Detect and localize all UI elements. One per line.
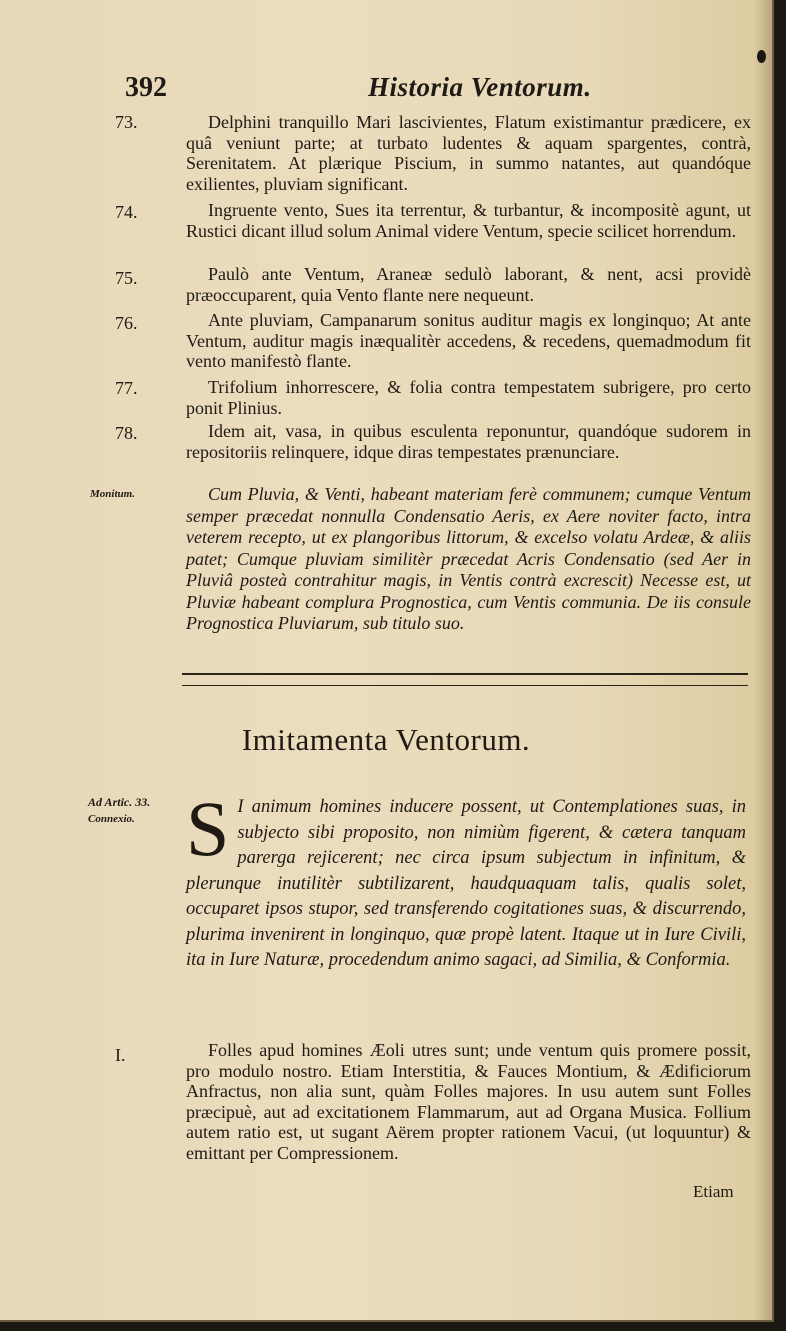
margin-label-connexio: Connexio. bbox=[88, 813, 135, 825]
page-number: 392 bbox=[125, 72, 167, 103]
page-edge-shadow bbox=[754, 0, 772, 1320]
drop-cap: S bbox=[186, 785, 230, 872]
item-text-77: Trifolium inhorrescere, & folia contra tempestatem subrigere, pro certo ponit Plinius. bbox=[186, 377, 751, 418]
section-intro-text: I animum homines inducere possent, ut Contemplationes suas, in subjecto sibi proposito, non nimiùm figerent, & cætera tanquam parerga rejicerent; nec circa ipsum subjectum in infinitum, & plerunque inutilitèr subtilizarent, haudquaquam talis, qualis solet, occuparet ipsos stupor, sed transferendo cogitationes suas, & discurrendo, plurima invenirent in longinquo, quæ propè latent. Itaque ut in Iure Civili, ita in Iure Naturæ, procedendum animo sagaci, ad Similia, & Conformia. bbox=[186, 797, 746, 970]
item-text-76: Ante pluviam, Campanarum sonitus auditur magis ex longinquo; At ante Ventum, auditur magis inæqualitèr accedens, & recedens, quemadmodum fit vento manifestò flante. bbox=[186, 310, 751, 371]
monitum-text: Cum Pluvia, & Venti, habeant materiam ferè communem; cumque Ventum semper præcedat nonnulla Condensatio Aeris, ex Aere noviter facto, intra veterem recepto, ut ex plangoribus littorum, & excelso volatu Ardeæ, & aliis patet; Cumque pluviam similitèr præcedat Acris Condensatio (sed Aer in Pluviâ posteà contrahitur magis, in Ventis contrà excrescit) Necesse est, ut Pluviæ habeant complura Prognostica, cum Ventis communia. De iis consule Prognostica Pluviarum, sub titulo suo. bbox=[186, 484, 751, 633]
item-text-1: Folles apud homines Æoli utres sunt; unde ventum quis promere possit, pro modulo nostro. Etiam Interstitia, & Fauces Montium, & Ædificiorum Anfractus, non alia sunt, quàm Folles majores. In usu autem sunt Folles præcipuè, aut ad excitationem Flammarum, aut ad Organa Musica. Follium autem ratio est, ut sugant Aërem propter rationem Vacui, (ut loquuntur) & emittant per Compressionem. bbox=[186, 1040, 751, 1163]
running-head: Historia Ventorum. bbox=[368, 72, 592, 102]
item-number-76: 76. bbox=[115, 313, 138, 333]
item-number-75: 75. bbox=[115, 268, 138, 288]
item-text-73: Delphini tranquillo Mari lascivientes, Flatum existimantur prædicere, ex quâ veniunt parte; at turbato ludentes & aquam spargentes, contrà, Serenitatem. At plærique Piscium, in summo natantes, aut quandóque exilientes, pluviam significant. bbox=[186, 112, 751, 194]
item-text-78: Idem ait, vasa, in quibus esculenta reponuntur, quandóque sudorem in repositoriis relinquere, idque diras tempestates prænunciare. bbox=[186, 421, 751, 462]
item-number-1: I. bbox=[115, 1045, 126, 1065]
monitum-label: Monitum. bbox=[90, 488, 135, 500]
separator-rule-thin bbox=[182, 685, 748, 686]
section-title: Imitamenta Ventorum. bbox=[241, 722, 531, 757]
item-number-73: 73. bbox=[115, 112, 138, 132]
margin-label-ad-artic: Ad Artic. 33. bbox=[88, 795, 151, 809]
item-number-78: 78. bbox=[115, 423, 138, 443]
item-number-74: 74. bbox=[115, 202, 138, 222]
item-text-75: Paulò ante Ventum, Araneæ sedulò laborant, & nent, acsi providè præoccuparent, quia Vento flante nere nequeunt. bbox=[186, 264, 751, 305]
item-number-77: 77. bbox=[115, 378, 138, 398]
separator-rule bbox=[182, 673, 748, 675]
catchword: Etiam bbox=[693, 1182, 734, 1201]
page-hole bbox=[757, 50, 766, 63]
item-text-74: Ingruente vento, Sues ita terrentur, & turbantur, & incompositè agunt, ut Rustici dicant illud solum Animal videre Ventum, specie scilicet horrendum. bbox=[186, 200, 751, 241]
section-intro bbox=[186, 785, 746, 974]
